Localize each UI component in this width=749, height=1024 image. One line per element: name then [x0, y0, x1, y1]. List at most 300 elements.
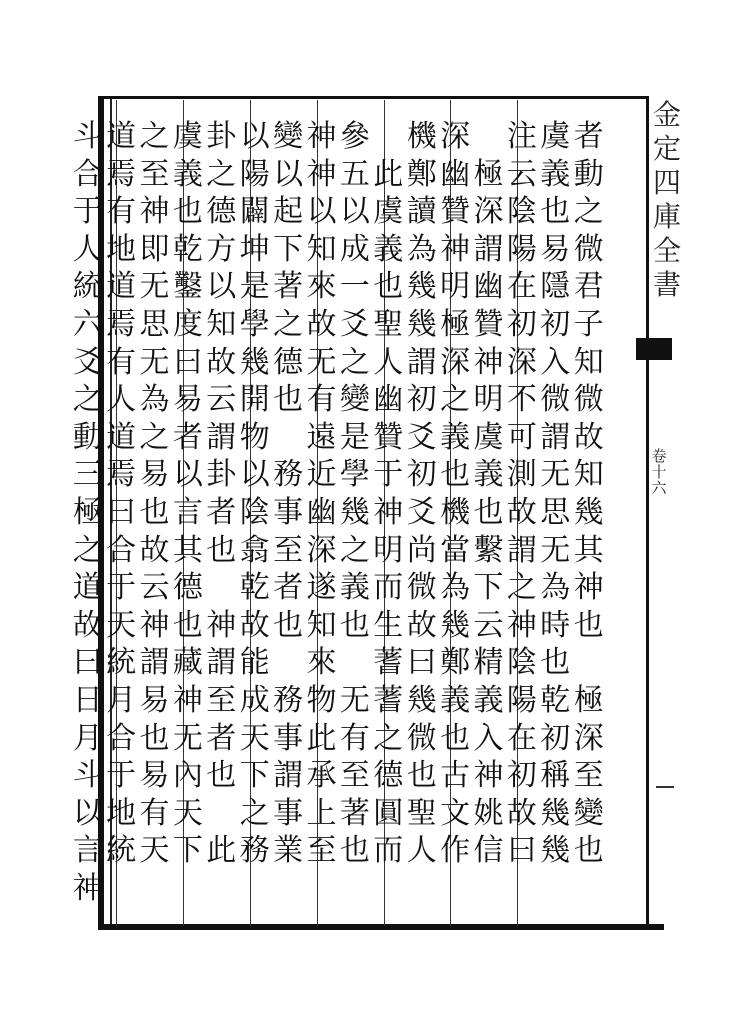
glyph: 陽: [239, 156, 270, 192]
glyph: 人: [406, 833, 437, 869]
glyph: 物: [239, 419, 270, 455]
glyph: 也: [206, 532, 237, 568]
glyph: 无: [139, 344, 170, 380]
glyph: 幽: [440, 156, 471, 192]
glyph: 易: [139, 682, 170, 718]
text-column-c13: [171, 118, 204, 870]
glyph: 其: [172, 532, 203, 568]
glyph: 以: [273, 156, 304, 192]
glyph: 翕: [239, 532, 270, 568]
glyph: 以: [239, 119, 270, 154]
glyph: 成: [339, 231, 370, 267]
text-column-c5: [438, 118, 471, 870]
glyph: 微: [540, 382, 571, 418]
glyph: 為: [406, 231, 437, 267]
glyph: 極: [440, 306, 471, 342]
glyph: 陰: [506, 645, 537, 681]
glyph: 統: [72, 269, 103, 305]
glyph: 義: [172, 156, 203, 192]
top-border: [98, 96, 646, 99]
glyph: 也: [406, 758, 437, 794]
glyph: 藏: [172, 645, 203, 681]
glyph: 神: [440, 231, 471, 267]
glyph: 也: [206, 758, 237, 794]
glyph: 深: [473, 194, 504, 230]
glyph: 合: [72, 156, 103, 192]
glyph: 遠: [306, 419, 337, 455]
glyph: 道: [106, 119, 137, 154]
glyph: 云: [206, 382, 237, 418]
glyph: 幾: [573, 494, 604, 530]
glyph: 至: [573, 758, 604, 794]
glyph: 爻: [339, 306, 370, 342]
glyph: 曰: [172, 344, 203, 380]
glyph: 統: [106, 833, 137, 869]
glyph: 初: [406, 457, 437, 493]
glyph: 蓍: [373, 645, 404, 681]
glyph: 也: [473, 494, 504, 530]
glyph: 神: [473, 344, 504, 380]
glyph: 而: [373, 833, 404, 869]
glyph: 之: [339, 344, 370, 380]
glyph: 是: [239, 269, 270, 305]
glyph: 此: [306, 720, 337, 756]
glyph: 地: [106, 231, 137, 267]
glyph: 聖: [373, 306, 404, 342]
glyph: 故: [206, 344, 237, 380]
glyph: 无: [139, 269, 170, 305]
glyph: 云: [139, 570, 170, 606]
glyph: 讀: [406, 194, 437, 230]
text-column-c12: [205, 118, 238, 870]
glyph: 天: [239, 720, 270, 756]
glyph: 德: [273, 344, 304, 380]
glyph: 謂: [540, 419, 571, 455]
glyph: 初: [506, 758, 537, 794]
margin-title-char: 金: [652, 98, 681, 131]
glyph: 時: [540, 607, 571, 643]
margin-tick: [656, 786, 674, 788]
glyph: 幾: [339, 494, 370, 530]
glyph: 人: [373, 344, 404, 380]
glyph: 近: [306, 457, 337, 493]
glyph: 也: [339, 607, 370, 643]
glyph: 于: [106, 570, 137, 606]
glyph: 事: [273, 795, 304, 831]
glyph: 謂: [206, 419, 237, 455]
glyph: 故: [406, 607, 437, 643]
glyph: 虞: [540, 119, 571, 154]
glyph: 于: [373, 457, 404, 493]
glyph: 神: [72, 870, 103, 906]
glyph: 德: [172, 570, 203, 606]
glyph: 云: [473, 607, 504, 643]
glyph: 而: [373, 570, 404, 606]
glyph: 也: [139, 494, 170, 530]
glyph: 无: [306, 344, 337, 380]
glyph: 幾: [406, 682, 437, 718]
glyph: 為: [540, 570, 571, 606]
glyph: 知: [206, 306, 237, 342]
glyph: 斗: [72, 119, 103, 154]
glyph: 蓍: [373, 682, 404, 718]
glyph: 贊: [373, 419, 404, 455]
glyph: 承: [306, 758, 337, 794]
glyph: 无: [339, 682, 370, 718]
glyph: 爻: [406, 494, 437, 530]
glyph: 入: [473, 720, 504, 756]
glyph: 神: [139, 607, 170, 643]
glyph: 神: [473, 758, 504, 794]
glyph: 變: [339, 382, 370, 418]
glyph: 深: [440, 119, 471, 154]
glyph: 初: [540, 720, 571, 756]
glyph: 无: [540, 532, 571, 568]
glyph: 地: [106, 795, 137, 831]
glyph: 學: [239, 306, 270, 342]
glyph: 也: [273, 607, 304, 643]
glyph: 圓: [373, 795, 404, 831]
glyph: 曰: [506, 833, 537, 869]
glyph: 事: [273, 720, 304, 756]
glyph: 言: [72, 833, 103, 869]
glyph: 故: [239, 607, 270, 643]
glyph: 當: [440, 532, 471, 568]
glyph: 謂: [206, 645, 237, 681]
juan-label: [646, 448, 672, 496]
glyph: 遂: [306, 570, 337, 606]
glyph: 至: [206, 682, 237, 718]
glyph: 之: [573, 194, 604, 230]
glyph: 五: [339, 156, 370, 192]
glyph: 曰: [106, 494, 137, 530]
glyph: 人: [72, 231, 103, 267]
glyph: 幾: [406, 306, 437, 342]
glyph: 是: [339, 419, 370, 455]
glyph: 微: [406, 720, 437, 756]
glyph: 焉: [106, 457, 137, 493]
glyph: 此: [206, 833, 237, 869]
text-column-c10: [271, 118, 304, 870]
glyph: 神: [573, 570, 604, 606]
margin-title-char: 四: [652, 166, 681, 199]
glyph: 陰: [239, 494, 270, 530]
glyph: 有: [339, 720, 370, 756]
glyph: 也: [339, 833, 370, 869]
glyph: 之: [72, 382, 103, 418]
glyph: 生: [373, 607, 404, 643]
glyph: 也: [440, 720, 471, 756]
glyph: 謂: [506, 532, 537, 568]
margin-title-char: 庫: [652, 200, 681, 233]
glyph: 事: [273, 494, 304, 530]
glyph: 著: [273, 269, 304, 305]
glyph: 至: [339, 758, 370, 794]
glyph: 為: [440, 570, 471, 606]
glyph: 有: [106, 344, 137, 380]
text-column-c3: [505, 118, 538, 870]
glyph: 之: [239, 795, 270, 831]
glyph: 之: [339, 532, 370, 568]
glyph: 幽: [373, 382, 404, 418]
glyph: 坤: [239, 231, 270, 267]
glyph: 也: [172, 607, 203, 643]
glyph: 作: [440, 833, 471, 869]
glyph: 乾: [172, 231, 203, 267]
glyph: 姚: [473, 795, 504, 831]
glyph: 義: [373, 231, 404, 267]
glyph: 有: [139, 795, 170, 831]
glyph: 神: [306, 156, 337, 192]
glyph: 下: [239, 758, 270, 794]
glyph: 機: [440, 494, 471, 530]
glyph: 焉: [106, 306, 137, 342]
glyph: 闢: [239, 194, 270, 230]
glyph: 尚: [406, 532, 437, 568]
glyph: 也: [540, 194, 571, 230]
juan-char: 十: [651, 463, 667, 481]
glyph: 繫: [473, 532, 504, 568]
glyph: 明: [473, 382, 504, 418]
glyph: 初: [540, 306, 571, 342]
glyph: 以: [172, 457, 203, 493]
glyph: 之: [139, 419, 170, 455]
glyph: 古: [440, 758, 471, 794]
text-column-c8: [338, 118, 371, 870]
glyph: 卦: [206, 457, 237, 493]
glyph: 虞: [373, 194, 404, 230]
text-column-c14: [138, 118, 171, 870]
text-column-c7: [372, 118, 405, 870]
glyph: 微: [573, 382, 604, 418]
glyph: 也: [139, 720, 170, 756]
glyph: 學: [339, 457, 370, 493]
glyph: 明: [373, 532, 404, 568]
glyph: 度: [172, 306, 203, 342]
glyph: 云: [506, 156, 537, 192]
glyph: 極: [573, 682, 604, 718]
glyph: 以: [239, 457, 270, 493]
glyph: 天: [139, 833, 170, 869]
glyph: 能: [239, 645, 270, 681]
glyph: 謂: [273, 758, 304, 794]
glyph: 在: [506, 269, 537, 305]
glyph: 內: [172, 758, 203, 794]
glyph: 可: [506, 419, 537, 455]
glyph: 深: [306, 532, 337, 568]
glyph: 德: [373, 758, 404, 794]
glyph: 微: [406, 570, 437, 606]
glyph: 思: [139, 306, 170, 342]
glyph: 成: [239, 682, 270, 718]
glyph: 之: [373, 720, 404, 756]
text-column-c1: [572, 118, 605, 870]
glyph: 卦: [206, 119, 237, 154]
glyph: 鑿: [172, 269, 203, 305]
glyph: 故: [506, 494, 537, 530]
glyph: 也: [573, 607, 604, 643]
glyph: 其: [573, 532, 604, 568]
margin-title-char: 定: [652, 132, 681, 165]
glyph: 无: [540, 457, 571, 493]
glyph: 月: [72, 720, 103, 756]
glyph: 參: [339, 119, 370, 154]
glyph: 有: [106, 194, 137, 230]
glyph: 易: [540, 231, 571, 267]
glyph: 曰: [72, 645, 103, 681]
glyph: 爻: [406, 419, 437, 455]
glyph: 義: [339, 570, 370, 606]
glyph: 之: [440, 382, 471, 418]
glyph: 以: [72, 795, 103, 831]
juan-char: 卷: [651, 447, 667, 465]
glyph: 精: [473, 645, 504, 681]
glyph: 贊: [473, 306, 504, 342]
glyph: 乾: [239, 570, 270, 606]
glyph: 神: [206, 607, 237, 643]
glyph: 鄭: [440, 645, 471, 681]
glyph: 也: [540, 645, 571, 681]
juan-char: 六: [651, 479, 667, 497]
glyph: 深: [573, 720, 604, 756]
glyph: 虞: [473, 419, 504, 455]
glyph: 曰: [406, 645, 437, 681]
glyph: 易: [139, 758, 170, 794]
glyph: 焉: [106, 156, 137, 192]
glyph: 務: [239, 833, 270, 869]
glyph: 陰: [506, 194, 537, 230]
text-column-c2: [539, 118, 572, 870]
glyph: 以: [306, 194, 337, 230]
glyph: 天: [172, 795, 203, 831]
glyph: 幾: [239, 344, 270, 380]
glyph: 贊: [440, 194, 471, 230]
glyph: 也: [440, 457, 471, 493]
glyph: 下: [473, 570, 504, 606]
glyph: 義: [473, 682, 504, 718]
glyph: 開: [239, 382, 270, 418]
glyph: 神: [306, 119, 337, 154]
glyph: 者: [206, 720, 237, 756]
glyph: 月: [106, 682, 137, 718]
glyph: 陽: [506, 682, 537, 718]
glyph: 務: [273, 682, 304, 718]
text-column-c6: [405, 118, 438, 870]
fishtail-mark: [636, 338, 672, 360]
glyph: 義: [440, 419, 471, 455]
glyph: 斗: [72, 758, 103, 794]
glyph: 故: [306, 306, 337, 342]
glyph: 義: [440, 682, 471, 718]
glyph: 測: [506, 457, 537, 493]
glyph: 无: [172, 720, 203, 756]
glyph: 道: [72, 570, 103, 606]
glyph: 合: [106, 532, 137, 568]
glyph: 文: [440, 795, 471, 831]
margin-title-char: 書: [652, 268, 681, 301]
glyph: 之: [206, 156, 237, 192]
glyph: 知: [573, 457, 604, 493]
text-column-c4: [472, 118, 505, 870]
glyph: 于: [106, 758, 137, 794]
glyph: 初: [506, 306, 537, 342]
glyph: 人: [106, 382, 137, 418]
glyph: 方: [206, 231, 237, 267]
text-column-c11: [238, 118, 271, 870]
glyph: 起: [273, 194, 304, 230]
glyph: 君: [573, 269, 604, 305]
glyph: 三: [72, 457, 103, 493]
glyph: 變: [573, 795, 604, 831]
glyph: 不: [506, 382, 537, 418]
glyph: 德: [206, 194, 237, 230]
glyph: 知: [306, 231, 337, 267]
glyph: 業: [273, 833, 304, 869]
glyph: 初: [406, 382, 437, 418]
glyph: 隱: [540, 269, 571, 305]
glyph: 來: [306, 269, 337, 305]
glyph: 鄭: [406, 156, 437, 192]
glyph: 故: [506, 795, 537, 831]
glyph: 幾: [540, 795, 571, 831]
glyph: 即: [139, 231, 170, 267]
glyph: 神: [373, 494, 404, 530]
glyph: 義: [540, 156, 571, 192]
glyph: 合: [106, 720, 137, 756]
right-border: [646, 96, 649, 930]
glyph: 至: [306, 833, 337, 869]
glyph: 日: [72, 682, 103, 718]
glyph: 上: [306, 795, 337, 831]
glyph: 虞: [172, 119, 203, 154]
glyph: 道: [106, 269, 137, 305]
glyph: 也: [373, 269, 404, 305]
glyph: 易: [139, 457, 170, 493]
glyph: 謂: [473, 231, 504, 267]
glyph: 道: [106, 419, 137, 455]
glyph: 易: [172, 382, 203, 418]
glyph: 統: [106, 645, 137, 681]
glyph: 于: [72, 194, 103, 230]
glyph: 之: [506, 570, 537, 606]
glyph: 務: [273, 457, 304, 493]
glyph: 為: [139, 382, 170, 418]
text-column-c15: [104, 118, 137, 870]
glyph: 著: [339, 795, 370, 831]
glyph: 至: [273, 532, 304, 568]
glyph: 稱: [540, 758, 571, 794]
text-column-c16: [71, 118, 104, 907]
glyph: 思: [540, 494, 571, 530]
glyph: 也: [172, 194, 203, 230]
glyph: 義: [473, 457, 504, 493]
glyph: 者: [172, 419, 203, 455]
glyph: 謂: [139, 645, 170, 681]
glyph: 天: [106, 607, 137, 643]
glyph: 故: [72, 607, 103, 643]
glyph: 至: [139, 156, 170, 192]
glyph: 幽: [306, 494, 337, 530]
glyph: 注: [506, 119, 537, 154]
glyph: 物: [306, 682, 337, 718]
glyph: 微: [573, 231, 604, 267]
glyph: 下: [273, 231, 304, 267]
glyph: 者: [573, 119, 604, 154]
margin-title: [652, 98, 682, 302]
glyph: 六: [72, 306, 103, 342]
glyph: 爻: [72, 344, 103, 380]
glyph: 動: [72, 419, 103, 455]
